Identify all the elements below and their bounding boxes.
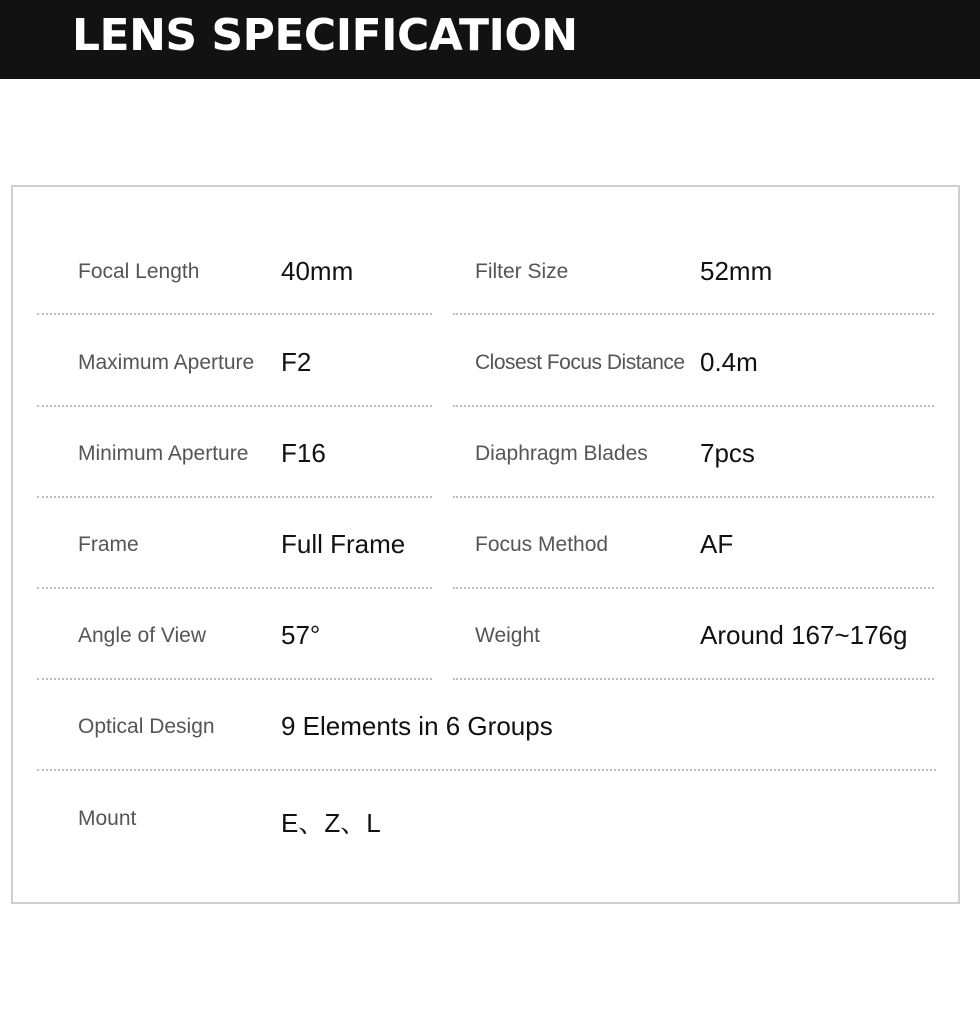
header-banner — [0, 0, 980, 79]
row-divider — [37, 587, 432, 589]
spec-label-focal-length: Focal Length — [78, 260, 200, 283]
spec-value-optical-design: 9 Elements in 6 Groups — [281, 711, 553, 741]
spec-value-angle-of-view: 57° — [281, 620, 321, 650]
spec-label-weight: Weight — [475, 624, 540, 647]
spec-value-closest-focus: 0.4m — [700, 347, 758, 377]
row-divider — [37, 496, 432, 498]
spec-value-focal-length: 40mm — [281, 256, 354, 286]
spec-label-min-aperture: Minimum Aperture — [78, 442, 249, 465]
spec-label-closest-focus: Closest Focus Distance — [475, 351, 685, 374]
spec-label-mount: Mount — [78, 807, 137, 830]
row-divider — [453, 313, 934, 315]
row-divider — [37, 405, 432, 407]
spec-value-frame: Full Frame — [281, 529, 406, 559]
spec-value-weight: Around 167~176g — [700, 620, 908, 650]
spec-label-angle-of-view: Angle of View — [78, 624, 207, 647]
row-divider — [453, 496, 934, 498]
spec-value-filter-size: 52mm — [700, 256, 773, 286]
spec-label-optical-design: Optical Design — [78, 715, 215, 738]
spec-label-frame: Frame — [78, 533, 139, 556]
spec-label-focus-method: Focus Method — [475, 533, 609, 556]
row-divider — [453, 405, 934, 407]
row-divider — [453, 678, 934, 680]
spec-value-min-aperture: F16 — [281, 438, 326, 468]
spec-value-max-aperture: F2 — [281, 347, 312, 377]
spec-label-diaphragm: Diaphragm Blades — [475, 442, 648, 465]
spec-value-focus-method: AF — [700, 529, 734, 559]
spec-label-max-aperture: Maximum Aperture — [78, 351, 255, 374]
row-divider — [37, 769, 936, 771]
page-title: LENS SPECIFICATION — [72, 10, 578, 61]
row-divider — [37, 313, 432, 315]
spec-value-diaphragm: 7pcs — [700, 438, 755, 468]
spec-value-mount: E、Z、L — [281, 808, 381, 838]
spec-label-filter-size: Filter Size — [475, 260, 569, 283]
row-divider — [453, 587, 934, 589]
row-divider — [37, 678, 432, 680]
